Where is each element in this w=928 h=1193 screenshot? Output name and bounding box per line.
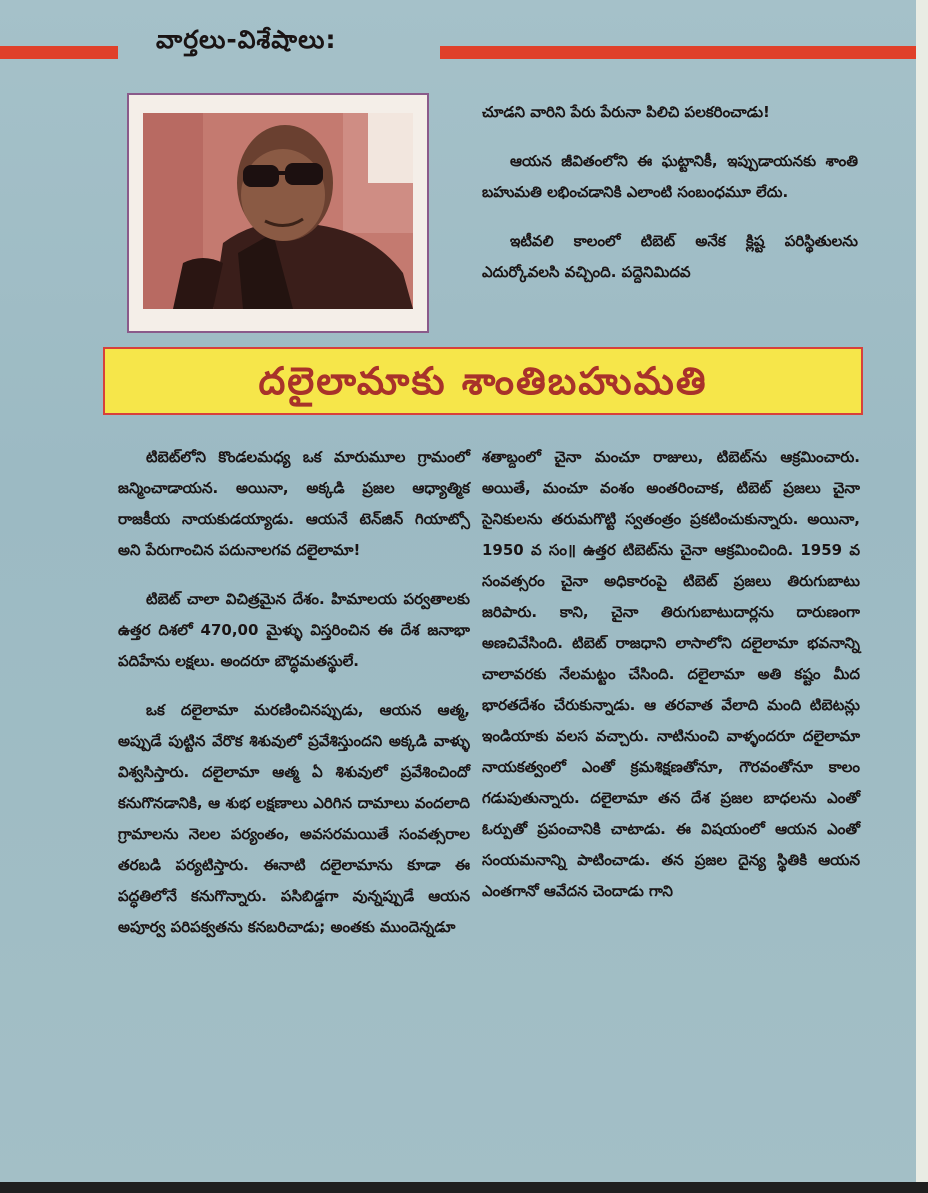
- paragraph: ఒక దలైలామా మరణించినప్పుడు, ఆయన ఆత్మ, అప్పుడే పుట్టిన వేరొక శిశువులో ప్రవేశిస్తుందని అక్కడి వాళ్ళు విశ్వసిస్తారు. దలైలామా ఆత్మ ఏ శిశువులో ప్రవేశించిందో కనుగొనడానికి, ఆ శుభ లక్షణాలు ఎరిగిన దామాలు వందలాది గ్రామాలను నెలల పర్యంతం, అవసరమయితే సంవత్సరాల తరబడి పర్యటిస్తారు. ఈనాటి దలైలామాను కూడా ఈ పద్ధతిలోనే కనుగొన్నారు. పసిబిడ్డగా వున్నప్పుడే ఆయన అపూర్వ పరిపక్వతను కనబరిచాడు; అంతకు ముందెన్నడూ: [118, 701, 470, 936]
- section-title: వార్తలు-విశేషాలు:: [156, 25, 337, 54]
- right-column: [482, 442, 860, 907]
- paragraph: ఇటీవలి కాలంలో టిబెట్ అనేక క్లిష్ట పరిస్థితులను ఎదుర్కోవలసి వచ్చింది. పద్దెనిమిదవ: [482, 232, 858, 281]
- header-rule-right: [440, 46, 916, 59]
- page-edge: [916, 0, 928, 1193]
- headline-box: [103, 347, 863, 415]
- paragraph: చూడని వారిని పేరు పేరునా పిలిచి పలకరించాడు!: [482, 103, 770, 121]
- top-right-column: [482, 97, 858, 306]
- paragraph: ఆయన జీవితంలోని ఈ ఘట్టానికీ, ఇప్పుడాయనకు శాంతి బహుమతి లభించడానికి ఎలాంటి సంబంధమూ లేదు.: [482, 152, 858, 201]
- paragraph: శతాబ్దంలో చైనా మంచూ రాజులు, టిబెట్‌ను ఆక్రమించారు. అయితే, మంచూ వంశం అంతరించాక, టిబెట్ ప్రజలు చైనా సైనికులను తరుమగొట్టి స్వతంత్రం ప్రకటించుకున్నారు. అయినా, 1950 వ సం॥ ఉత్తర టిబెట్‌ను చైనా ఆక్రమించింది. 1959 వ సంవత్సరం చైనా అధికారంపై టిబెట్ ప్రజలు తిరుగుబాటు జరిపారు. కాని, చైనా తిరుగుబాటుదార్లను దారుణంగా అణచివేసింది. టిబెట్ రాజధాని లాసాలోని దలైలామా భవనాన్ని చాలావరకు నేలమట్టం చేసింది. దలైలామా అతి కష్టం మీద భారతదేశం చేరుకున్నాడు. ఆ తరవాత వేలాది మంది టిబెటన్లు ఇండియాకు వలస వచ్చారు. నాటినుంచి వాళ్ళందరూ దలైలామా నాయకత్వంలో ఎంతో క్రమశిక్షణతోనూ, గౌరవంతోనూ కాలం గడుపుతున్నారు. దలైలామా తన దేశ ప్రజల బాధలను ఎంతో ఓర్పుతో ప్రపంచానికి చాటాడు. ఈ విషయంలో ఆయన ఎంతో సంయమనాన్ని పాటించాడు. తన ప్రజల దైన్య స్థితికి ఆయన ఎంతగానో ఆవేదన చెందాడు గాని: [482, 448, 860, 900]
- paragraph: టిబెట్ చాలా విచిత్రమైన దేశం. హిమాలయ పర్వతాలకు ఉత్తర దిశలో 470,00 మైళ్ళు విస్తరించిన ఈ దేశ జనాభా పదిహేను లక్షలు. అందరూ బౌద్ధమతస్థులే.: [118, 590, 470, 670]
- paragraph: టిబెట్‌లోని కొండలమధ్య ఒక మారుమూల గ్రామంలో జన్మించాడాయన. అయినా, అక్కడి ప్రజల ఆధ్యాత్మిక రాజకీయ నాయకుడయ్యాడు. ఆయనే టెన్‌జిన్ గియాట్సో అని పేరుగాంచిన పదునాలగవ దలైలామా!: [118, 448, 470, 559]
- page-bottom-strip: [0, 1182, 928, 1193]
- photo-frame: [127, 93, 429, 333]
- left-column: [118, 442, 470, 961]
- portrait-photo: [143, 113, 413, 309]
- header-rule-left: [0, 46, 118, 59]
- article-headline: దలైలామాకు శాంతిబహుమతి: [258, 359, 708, 403]
- portrait-illustration: [143, 113, 413, 309]
